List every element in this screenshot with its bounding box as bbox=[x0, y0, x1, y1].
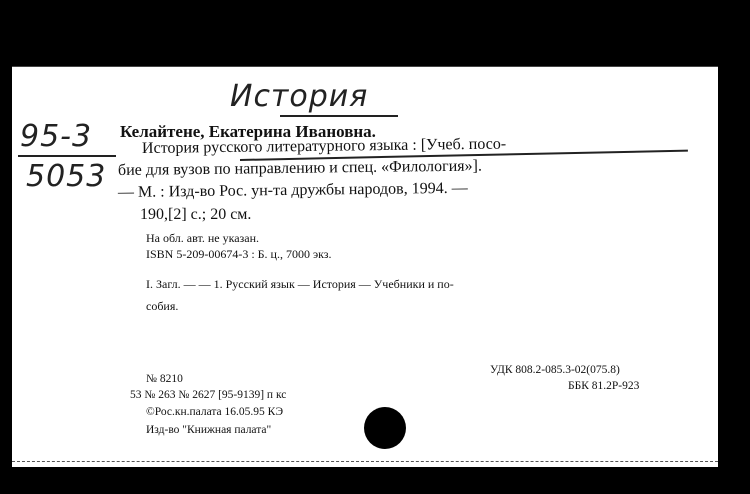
udk-code: УДК 808.2-085.3-02(075.8) bbox=[490, 364, 620, 376]
bbk-code: ББК 81.2Р-923 bbox=[568, 380, 640, 392]
subject-underline bbox=[280, 115, 398, 117]
isbn-line: ISBN 5-209-00674-3 : Б. ц., 7000 экз. bbox=[146, 247, 332, 261]
footer-registration: 53 № 263 № 2627 [95-9139] п кс bbox=[130, 389, 287, 401]
note-line: На обл. авт. не указан. bbox=[146, 231, 260, 245]
bottom-rule bbox=[12, 461, 718, 462]
subjects-line-2: собия. bbox=[146, 299, 179, 313]
handwritten-number-top: 95-3 bbox=[20, 119, 93, 154]
handwritten-number-bottom: 5053 bbox=[26, 159, 107, 194]
footer-palata: ©Рос.кн.палата 16.05.95 КЭ bbox=[146, 406, 284, 418]
publication-line: — М. : Изд-во Рос. ун-та дружбы народов, 1994. — bbox=[117, 179, 468, 201]
catalog-card bbox=[12, 66, 718, 467]
footer-number: № 8210 bbox=[146, 373, 183, 385]
handwritten-subject: История bbox=[230, 79, 369, 114]
subjects-line-1: I. Загл. — — 1. Русский язык — История — Учебники и по- bbox=[146, 277, 454, 291]
ink-blot bbox=[364, 407, 406, 449]
number-top-underline bbox=[18, 155, 116, 157]
author-heading: Келайтене, Екатерина Ивановна. bbox=[120, 122, 376, 141]
title-line-1: История русского литературного языка : [Учеб. посо- bbox=[141, 135, 507, 157]
pages-line: 190,[2] с.; 20 см. bbox=[140, 206, 252, 223]
title-line-2: бие для вузов по направлению и спец. «Филология»]. bbox=[117, 157, 483, 179]
footer-publisher: Изд-во "Книжная палата" bbox=[146, 424, 272, 436]
